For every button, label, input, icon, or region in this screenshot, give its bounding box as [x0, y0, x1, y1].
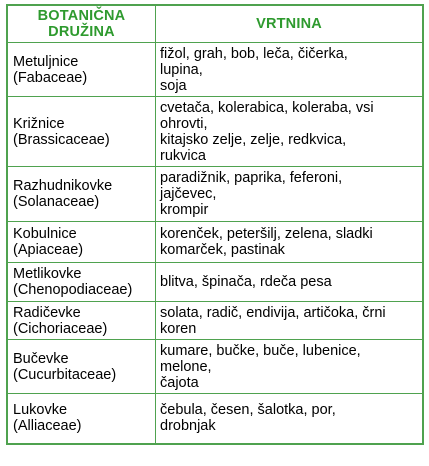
header-botanical-family-line2: DRUŽINA: [48, 24, 115, 40]
header-row: [7, 5, 423, 43]
family-name: Metlikovke: [13, 266, 82, 282]
vegetable-line: kitajsko zelje, zelje, redkvica,: [160, 131, 347, 148]
vegetable-line: čebula, česen, šalotka, por,: [160, 402, 336, 419]
table-row: [7, 167, 423, 222]
family-latin: (Chenopodiaceae): [13, 282, 133, 298]
family-latin: (Cucurbitaceae): [13, 366, 117, 383]
table-row: [7, 394, 423, 444]
vegetables-cell: [156, 167, 424, 222]
vegetable-family-table: [6, 4, 424, 445]
table-row: [7, 302, 423, 340]
family-cell: [7, 222, 156, 263]
table-row: [7, 43, 423, 97]
family-cell: [7, 43, 156, 97]
family-cell: [7, 263, 156, 302]
vegetable-line: čajota: [160, 374, 199, 391]
header-botanical-family-line1: BOTANIČNA: [37, 8, 126, 24]
table-row: [7, 222, 423, 263]
vegetable-line: komarček, pastinak: [160, 242, 285, 258]
family-name: Razhudnikovke: [13, 178, 113, 194]
vegetable-line: drobnjak: [160, 418, 216, 435]
family-latin: (Alliaceae): [13, 418, 82, 435]
vegetable-line: krompir: [160, 202, 209, 218]
vegetables-cell: [156, 43, 424, 97]
family-name: Križnice: [13, 115, 65, 132]
header-vegetable: VRTNINA: [156, 5, 424, 43]
family-name: Metuljnice: [13, 53, 79, 70]
vegetables-cell: [156, 222, 424, 263]
vegetable-line: jajčevec,: [160, 186, 217, 202]
family-latin: (Fabaceae): [13, 69, 88, 86]
family-cell: [7, 167, 156, 222]
vegetable-line: kumare, bučke, buče, lubenice,: [160, 342, 361, 359]
vegetables-cell: [156, 97, 424, 167]
vegetable-line: rukvica: [160, 147, 206, 164]
vegetable-line: soja: [160, 77, 187, 94]
family-cell: [7, 340, 156, 394]
family-cell: [7, 302, 156, 340]
family-cell: [7, 394, 156, 444]
vegetables-cell: [156, 302, 424, 340]
table-body: [7, 43, 423, 444]
vegetables-cell: [156, 394, 424, 444]
table-row: [7, 97, 423, 167]
vegetable-line: blitva, špinača, rdeča pesa: [160, 274, 332, 290]
family-latin: (Cichoriaceae): [13, 320, 108, 337]
table-row: [7, 263, 423, 302]
vegetable-line: solata, radič, endivija, artičoka, črni: [160, 304, 386, 321]
family-name: Radičevke: [13, 304, 81, 321]
vegetable-line: melone,: [160, 358, 212, 375]
vegetables-cell: [156, 340, 424, 394]
vegetable-line: ohrovti,: [160, 115, 208, 132]
vegetables-cell: [156, 263, 424, 302]
vegetable-line: paradižnik, paprika, feferoni,: [160, 170, 343, 186]
family-name: Lukovke: [13, 402, 68, 419]
vegetable-line: cvetača, kolerabica, koleraba, vsi: [160, 99, 374, 116]
vegetable-line: korenček, peteršilj, zelena, sladki: [160, 226, 373, 242]
family-name: Bučevke: [13, 350, 69, 367]
vegetable-line: fižol, grah, bob, leča, čičerka,: [160, 45, 348, 62]
family-latin: (Solanaceae): [13, 194, 100, 210]
vegetable-line: lupina,: [160, 61, 203, 78]
family-cell: [7, 97, 156, 167]
vegetable-line: koren: [160, 320, 197, 337]
table-row: [7, 340, 423, 394]
family-latin: (Brassicaceae): [13, 131, 110, 148]
header-botanical-family: [7, 5, 156, 43]
family-latin: (Apiaceae): [13, 242, 84, 258]
family-name: Kobulnice: [13, 226, 77, 242]
